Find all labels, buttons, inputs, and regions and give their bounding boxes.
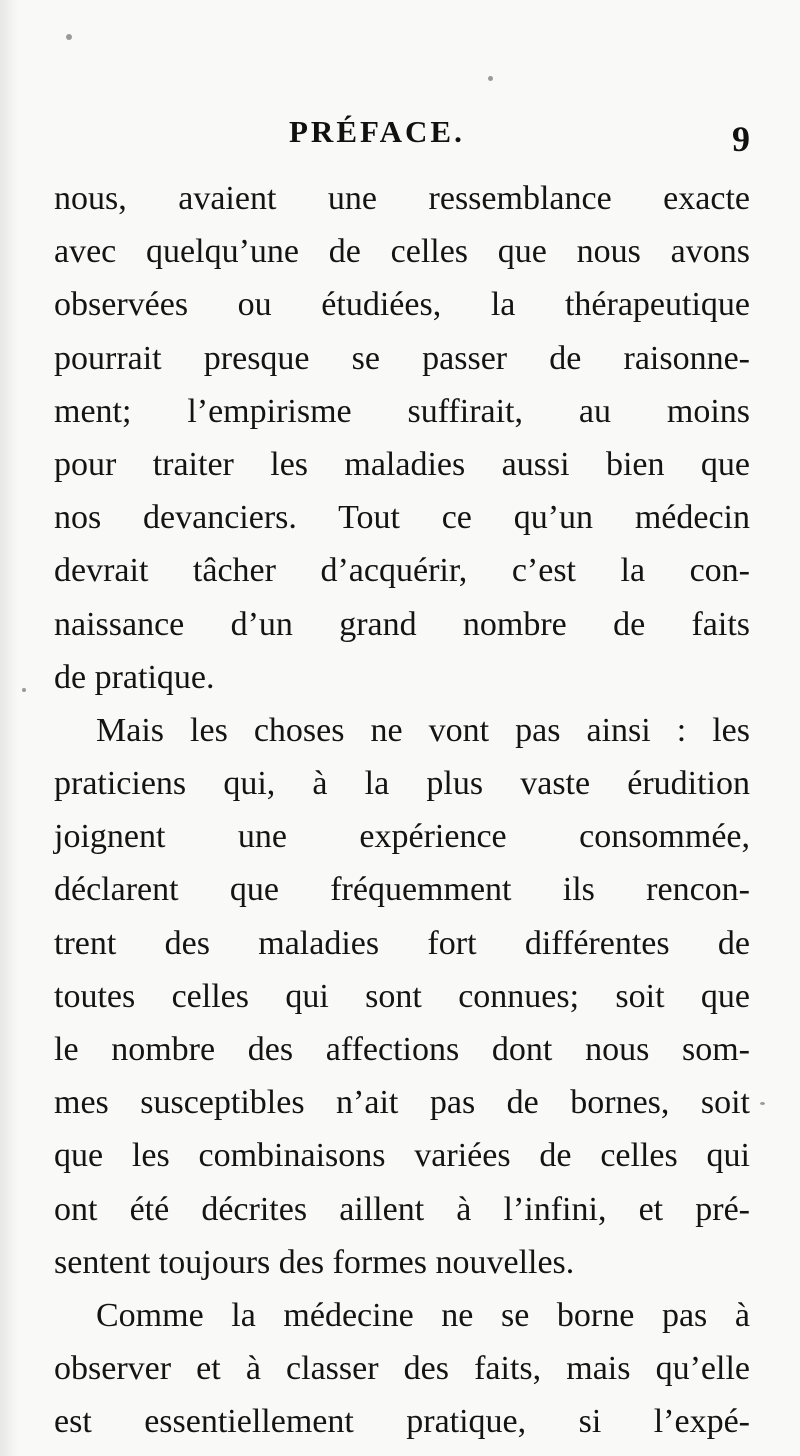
text-line: devrait tâcher d’acquérir, c’est la con- [54, 552, 750, 590]
text-line: est essentiellement pratique, si l’expé- [54, 1403, 750, 1441]
text-line: le nombre des affections dont nous som- [54, 1031, 750, 1068]
text-line: nos devanciers. Tout ce qu’un médecin [54, 499, 750, 537]
text-line: avec quelqu’une de celles que nous avons [54, 233, 750, 271]
text-line: Comme la médecine ne se borne pas à [96, 1296, 750, 1334]
text-line: praticiens qui, à la plus vaste érudition [54, 765, 750, 803]
text-line: déclarent que fréquemment ils rencon- [54, 871, 750, 909]
text-line: nous, avaient une ressemblance exacte [54, 180, 750, 217]
paper-speck [488, 76, 493, 81]
text-line: observées ou étudiées, la thérapeutique [54, 286, 750, 324]
text-line: pourrait presque se passer de raisonne- [54, 339, 750, 377]
paper-speck [22, 688, 26, 692]
page-edge-shadow [0, 0, 18, 1456]
text-line: joignent une expérience consommée, [54, 818, 750, 856]
text-line: sentent toujours des formes nouvelles. [54, 1243, 575, 1281]
text-line: toutes celles qui sont connues; soit que [54, 977, 750, 1015]
paper-speck [66, 34, 72, 40]
page-number: 9 [732, 119, 750, 159]
running-head: PRÉFACE. [289, 114, 465, 149]
paper-speck [760, 1102, 765, 1105]
body-text [54, 172, 750, 1449]
text-line: que les combinaisons variées de celles qui [54, 1137, 750, 1175]
text-line: observer et à classer des faits, mais qu’elle [54, 1350, 750, 1388]
text-line: Mais les choses ne vont pas ainsi : les [96, 711, 750, 749]
text-line: pour traiter les maladies aussi bien que [54, 445, 750, 483]
text-line: de pratique. [54, 658, 215, 696]
text-line: ont été décrites aillent à l’infini, et pré- [54, 1190, 750, 1228]
text-line: ment; l’empirisme suffirait, au moins [54, 392, 750, 430]
text-line: trent des maladies fort différentes de [54, 924, 750, 962]
text-line: mes susceptibles n’ait pas de bornes, soit [54, 1084, 750, 1122]
text-line: naissance d’un grand nombre de faits [54, 605, 750, 643]
page-header [0, 108, 800, 158]
